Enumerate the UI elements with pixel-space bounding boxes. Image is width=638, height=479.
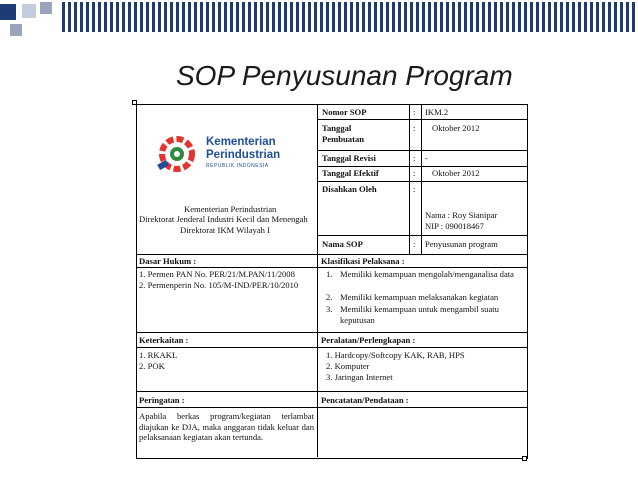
logo-subtext: REPUBLIK INDONESIA	[206, 163, 269, 169]
peralatan-title: Peralatan/Perlengkapan :	[321, 335, 416, 345]
deco-square	[10, 24, 22, 36]
dasar-hukum-title: Dasar Hukum :	[139, 256, 197, 266]
nama-sop-label: Nama SOP	[322, 239, 363, 249]
tanggal-revisi-value: -	[425, 153, 428, 163]
pencatatan-title: Pencatatan/Pendataan :	[321, 395, 409, 405]
list-item: 1. Hardcopy/Softcopy KAK, RAB, HPS	[326, 350, 465, 360]
nama-sop-value: Penyusunan program	[425, 239, 498, 249]
ministry-logo	[154, 132, 314, 182]
tanggal-revisi-label: Tanggal Revisi	[322, 153, 376, 163]
tanggal-efektif-label: Tanggal Efektif	[322, 168, 379, 178]
deco-square	[40, 2, 52, 14]
colon: :	[413, 239, 416, 249]
divider	[317, 119, 527, 120]
colon: :	[413, 107, 416, 117]
divider	[317, 150, 527, 151]
deco-square	[22, 4, 36, 18]
resize-handle-icon	[132, 100, 137, 105]
list-item: Memiliki kemampuan melaksanakan kegiatan	[340, 292, 499, 302]
divider	[317, 181, 527, 182]
tanggal-pembuatan-value: Oktober 2012	[432, 123, 480, 133]
divider	[317, 104, 318, 457]
divider	[136, 254, 527, 255]
colon: :	[413, 184, 416, 194]
list-item: 1. RKAKL	[139, 350, 178, 360]
gear-logo-icon	[154, 132, 200, 176]
divider	[421, 104, 422, 254]
pengesah-nip: NIP : 090018467	[425, 221, 484, 231]
divider	[136, 332, 527, 333]
divider	[317, 235, 527, 236]
striped-band	[62, 2, 638, 32]
list-item-number: 1.	[326, 269, 333, 279]
resize-handle-icon	[522, 456, 527, 461]
divider	[136, 391, 527, 392]
colon: :	[413, 168, 416, 178]
slide-header-bar	[0, 0, 638, 40]
divider	[136, 267, 527, 268]
pengesah-nama: Nama : Roy Sianipar	[425, 210, 498, 220]
list-item-number: 3.	[326, 304, 333, 314]
klasifikasi-title: Klasifikasi Pelaksana :	[321, 256, 405, 266]
logo-text: Perindustrian	[206, 149, 281, 161]
keterkaitan-title: Keterkaitan :	[139, 335, 189, 345]
divider	[136, 407, 527, 408]
list-item: 2. Komputer	[326, 361, 370, 371]
nomor-sop-label: Nomor SOP	[322, 107, 367, 117]
tanggal-pembuatan-label: Pembuatan	[322, 134, 365, 144]
list-item: 2. Permenperin No. 105/M-IND/PER/10/2010	[139, 280, 299, 290]
sop-document	[136, 104, 528, 460]
list-item: Memiliki kemampuan untuk mengambil suatu keputusan	[340, 304, 499, 325]
divider	[136, 347, 527, 348]
disahkan-label: Disahkan Oleh	[322, 184, 377, 194]
list-item: 2. POK	[139, 361, 165, 371]
list-item: 3. Jaringan Internet	[326, 372, 393, 382]
colon: :	[413, 153, 416, 163]
org-name: Kementerian Perindustrian	[184, 204, 277, 214]
list-item: Memiliki kemampuan mengolah/menganalisa data	[340, 269, 514, 279]
nomor-sop-value: IKM.2	[425, 107, 449, 117]
tanggal-efektif-value: Oktober 2012	[432, 168, 480, 178]
peringatan-text: Apabila berkas program/kegiatan terlambat diajukan ke DJA, maka anggaran tidak keluar dan pelaksanaan kegiatan akan tertunda.	[139, 411, 314, 442]
peringatan-title: Peringatan :	[139, 395, 185, 405]
list-item: 1. Permen PAN No. PER/21/M.PAN/11/2008	[139, 269, 295, 279]
org-unit: Direktorat IKM Wilayah I	[180, 225, 270, 235]
logo-text: Kementerian	[206, 136, 276, 148]
tanggal-pembuatan-label: Tanggal	[322, 123, 352, 133]
divider	[409, 104, 410, 254]
slide-title: SOP Penyusunan Program	[176, 60, 513, 91]
list-item-number: 2.	[326, 292, 333, 302]
deco-square	[0, 4, 16, 20]
org-directorate: Direktorat Jenderal Industri Kecil dan Menengah	[139, 214, 308, 224]
colon: :	[413, 123, 416, 133]
divider	[317, 166, 527, 167]
